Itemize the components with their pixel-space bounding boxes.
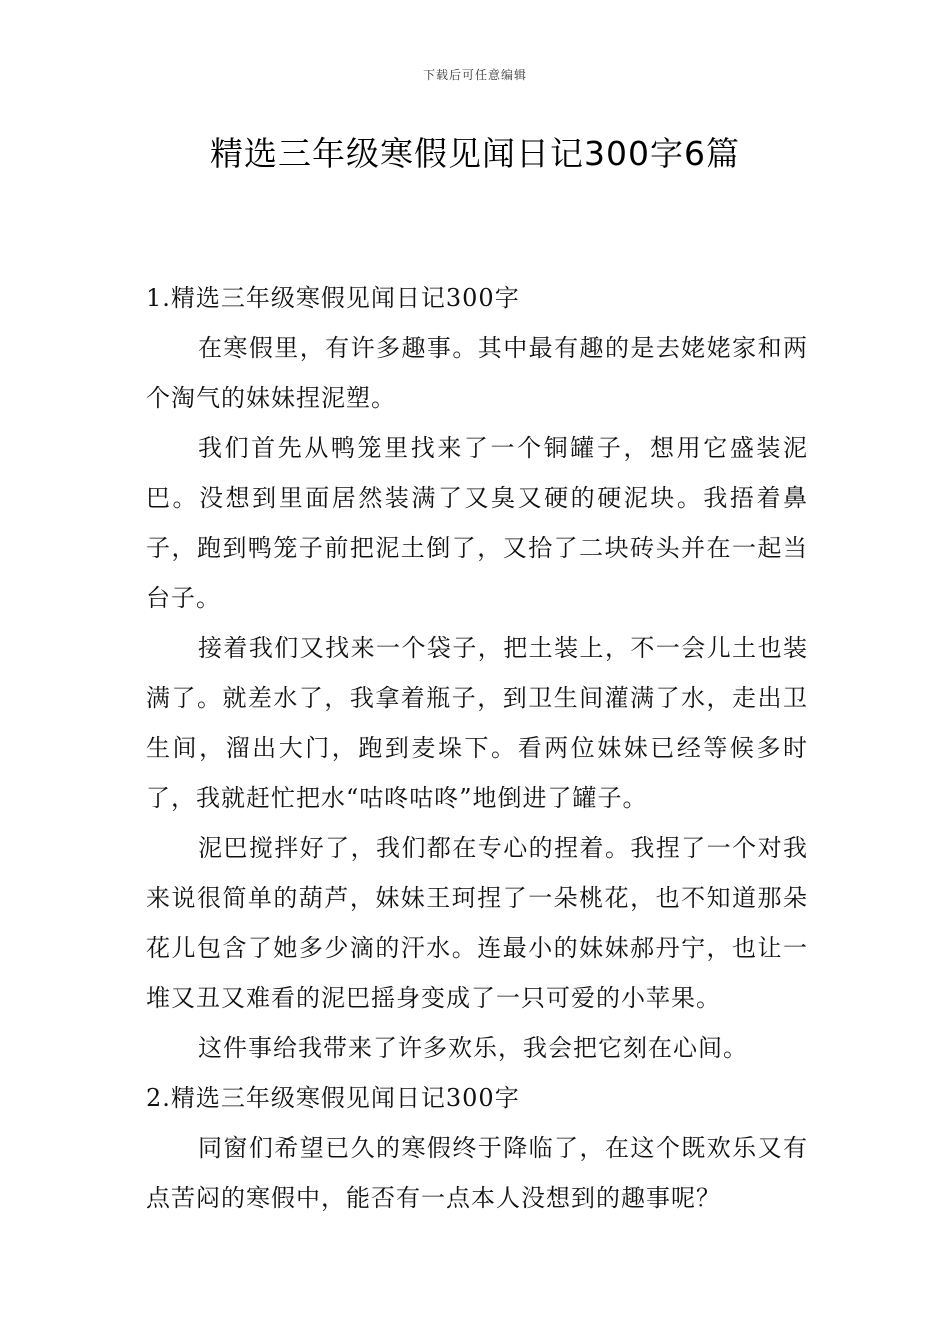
- paragraph: 泥巴搅拌好了，我们都在专心的捏着。我捏了一个对我来说很简单的葫芦，妹妹王珂捏了一朵桃花，也不知道那朵花儿包含了她多少滴的汗水。连最小的妹妹郝丹宁，也让一堆又丑又难看的泥巴摇身变成了一只可爱的小苹果。: [146, 834, 808, 1012]
- paragraph: 我们首先从鸭笼里找来了一个铜罐子，想用它盛装泥巴。没想到里面居然装满了又臭又硬的硬泥块。我捂着鼻子，跑到鸭笼子前把泥土倒了，又拾了二块砖头并在一起当台子。: [146, 434, 808, 612]
- document-body: [146, 273, 808, 1223]
- section-heading-2: 2.精选三年级寒假见闻日记300字: [146, 1084, 520, 1112]
- section-heading-1: 1.精选三年级寒假见闻日记300字: [146, 284, 520, 312]
- paragraph: 这件事给我带来了许多欢乐，我会把它刻在心间。: [198, 1034, 748, 1062]
- paragraph: 在寒假里，有许多趣事。其中最有趣的是去姥姥家和两个淘气的妹妹捏泥塑。: [146, 334, 808, 412]
- paragraph: 同窗们希望已久的寒假终于降临了，在这个既欢乐又有点苦闷的寒假中，能否有一点本人没想到的趣事呢？: [146, 1134, 808, 1212]
- paragraph: 接着我们又找来一个袋子，把土装上，不一会儿土也装满了。就差水了，我拿着瓶子，到卫生间灌满了水，走出卫生间，溜出大门，跑到麦垛下。看两位妹妹已经等候多时了，我就赶忙把水“咕咚咕咚”地倒进了罐子。: [146, 634, 808, 812]
- page-title: 精选三年级寒假见闻日记300字6篇: [210, 134, 740, 173]
- header-note: 下载后可任意编辑: [422, 68, 527, 82]
